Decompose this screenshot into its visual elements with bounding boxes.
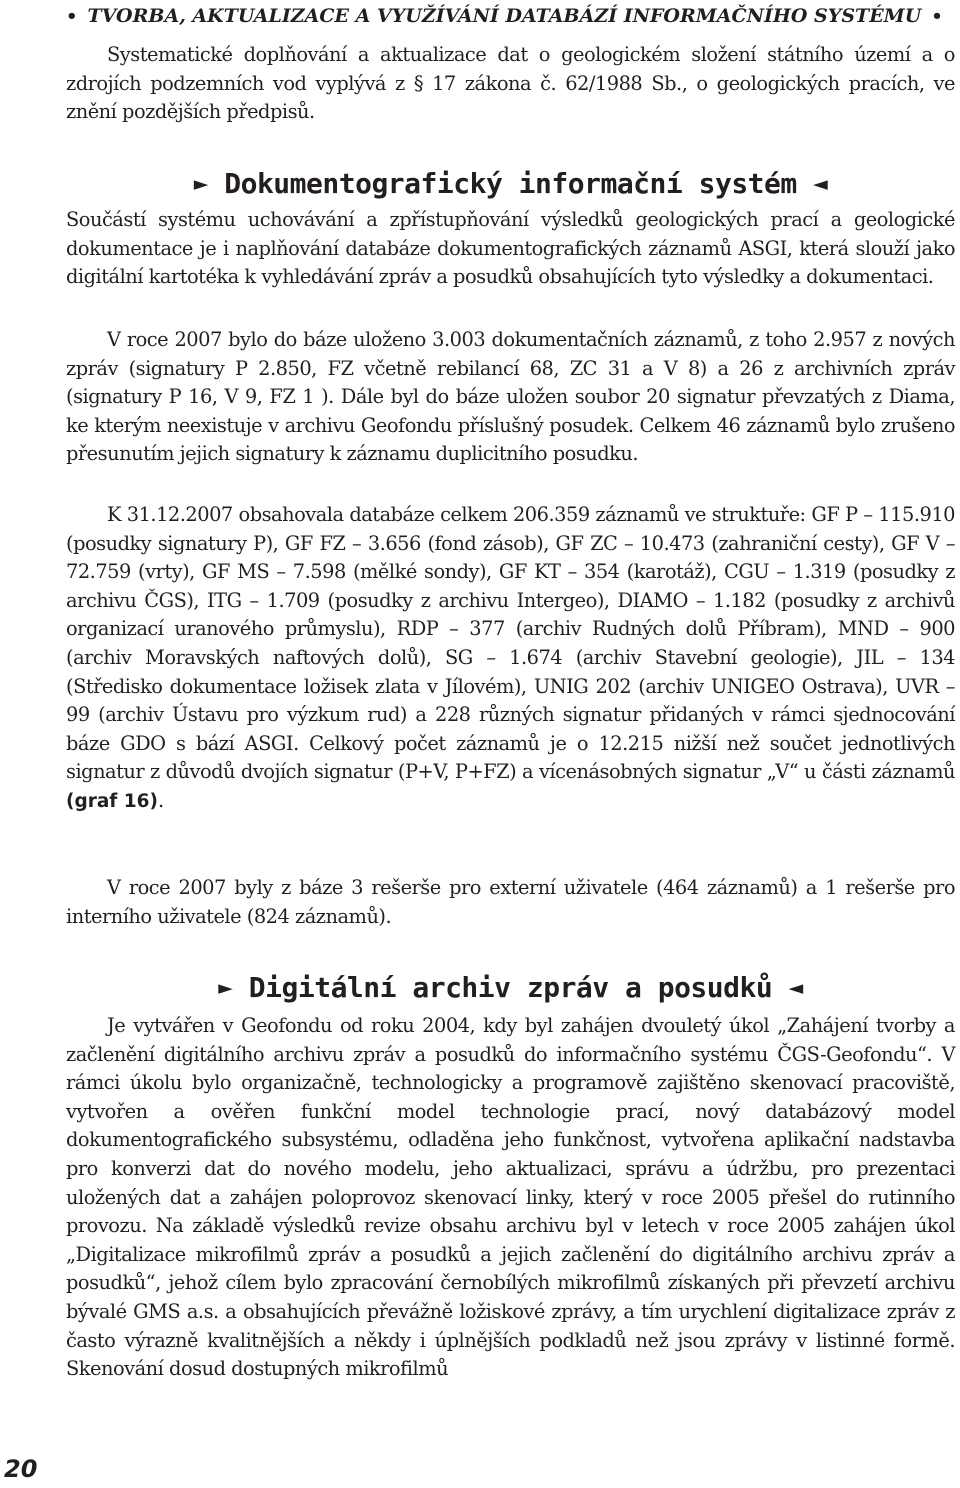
top-heading-text: TVORBA, AKTUALIZACE A VYUŽÍVÁNÍ DATABÁZÍ INFORMAČNÍHO SYSTÉMU <box>87 5 922 27</box>
graph-reference-suffix: . <box>158 788 164 812</box>
intro-paragraph: Systematické doplňování a aktualizace dat o geologickém složení státního území a o zdrojích podzemních vod vyplývá z § 17 zákona č. 62/1988 Sb., o geologických pracích, ve znění pozdějších předpisů. <box>66 43 955 124</box>
section-heading-archive <box>66 970 955 1006</box>
bullet-icon: • <box>66 6 78 27</box>
section-heading-docs <box>66 166 955 202</box>
docs-paragraph-1: Součástí systému uchovávání a zpřístupňování výsledků geologických prací a geologické dokumentace je i naplňování databáze dokumentografických záznamů ASGI, která slouží jako digitální kartotéka k vyhledávání zpráv a posudků obsahujících tyto výsledky a dokumentaci. <box>66 208 955 289</box>
docs-paragraph-3 <box>66 501 955 817</box>
top-heading <box>66 2 946 30</box>
graph-reference: (graf 16) <box>66 790 158 812</box>
archive-paragraph: Je vytvářen v Geofondu od roku 2004, kdy byl zahájen dvouletý úkol „Zahájení tvorby a začlenění digitálního archivu zpráv a posudků do informačního systému ČGS-Geofondu“. V rámci úkolu bylo organizačně, technologicky a programově zajištěno skenovací pracoviště, vytvořen a ověřen funkční model technologie prací, nový databázový model dokumentografického subsystému, odladěna jeho funkčnost, vytvořena aplikační nadstavba pro konverzi dat do nového modelu, jeho aktualizaci, správu a údržbu, pro prezentaci uložených dat a zahájen poloprovoz skenovací linky, který v roce 2005 přešel do rutinního provozu. Na základě výsledků revize obsahu archivu byl v letech v roce 2005 zahájen úkol „Digitalizace mikrofilmů zpráv a posudků a jejich začlenění do digitálního archivu zpráv a posudků“, jehož cílem bylo zpracování černobílých mikrofilmů získaných při převzetí archivu bývalé GMS a.s. a obsahujících převážně ložiskové zprávy, a tím urychlení digitalizace zpráv z často výrazně kvalitnějších a někdy i úplnějších podkladů než jsou zprávy v listinné formě. Skenování dosud dostupných mikrofilmů <box>66 1014 955 1381</box>
bullet-icon: • <box>931 6 943 27</box>
arrow-left-icon: ◄ <box>788 977 803 999</box>
arrow-right-icon: ► <box>193 173 208 195</box>
section-heading-docs-text: Dokumentografický informační systém <box>224 167 797 200</box>
docs-paragraph-4: V roce 2007 byly z báze 3 rešerše pro externí uživatele (464 záznamů) a 1 rešerše pro interního uživatele (824 záznamů). <box>66 876 955 928</box>
arrow-left-icon: ◄ <box>813 173 828 195</box>
section-heading-archive-text: Digitální archiv zpráv a posudků <box>248 971 773 1004</box>
arrow-right-icon: ► <box>218 977 233 999</box>
docs-paragraph-3-text: K 31.12.2007 obsahovala databáze celkem 206.359 záznamů ve struktuře: GF P – 115.910 (posudky signatury P), GF FZ – 3.656 (fond zásob), GF ZC – 10.473 (zahraniční cesty), GF V – 72.759 (vrty), GF MS – 7.598 (mělké sondy), GF KT – 354 (karotáž), CGU – 1.319 (posudky z archivu ČGS), ITG – 1.709 (posudky z archivu Intergeo), DIAMO – 1.182 (posudky z archivů organizací uranového průmyslu), RDP – 377 (archiv Rudných dolů Příbram), MND – 900 (archiv Moravských naftových dolů), SG – 1.674 (archiv Stavební geologie), JIL – 134 (Středisko dokumentace ložisek zlata v Jílovém), UNIG 202 (archiv UNIGEO Ostrava), UVR – 99 (archiv Ústavu pro výzkum rud) a 228 různých signatur přidaných v rámci sjednocování báze GDO s bází ASGI. Celkový počet záznamů je o 12.215 nižší než součet jednotlivých signatur z důvodů dvojích signatur (P+V, P+FZ) a vícenásobných signatur „V“ u části záznamů <box>66 503 955 784</box>
page-number: 20 <box>4 1455 38 1483</box>
docs-paragraph-2: V roce 2007 bylo do báze uloženo 3.003 dokumentačních záznamů, z toho 2.957 z nových zpráv (signatury P 2.850, FZ včetně rebilancí 68, ZC 31 a V 8) a 26 z archivních zpráv (signatury P 16, V 9, FZ 1 ). Dále byl do báze uložen soubor 20 signatur převzatých z Diama, ke kterým neexistuje v archivu Geofondu příslušný posudek. Celkem 46 záznamů bylo zrušeno přesunutím jejich signatury k záznamu duplicitního posudku. <box>66 328 955 466</box>
